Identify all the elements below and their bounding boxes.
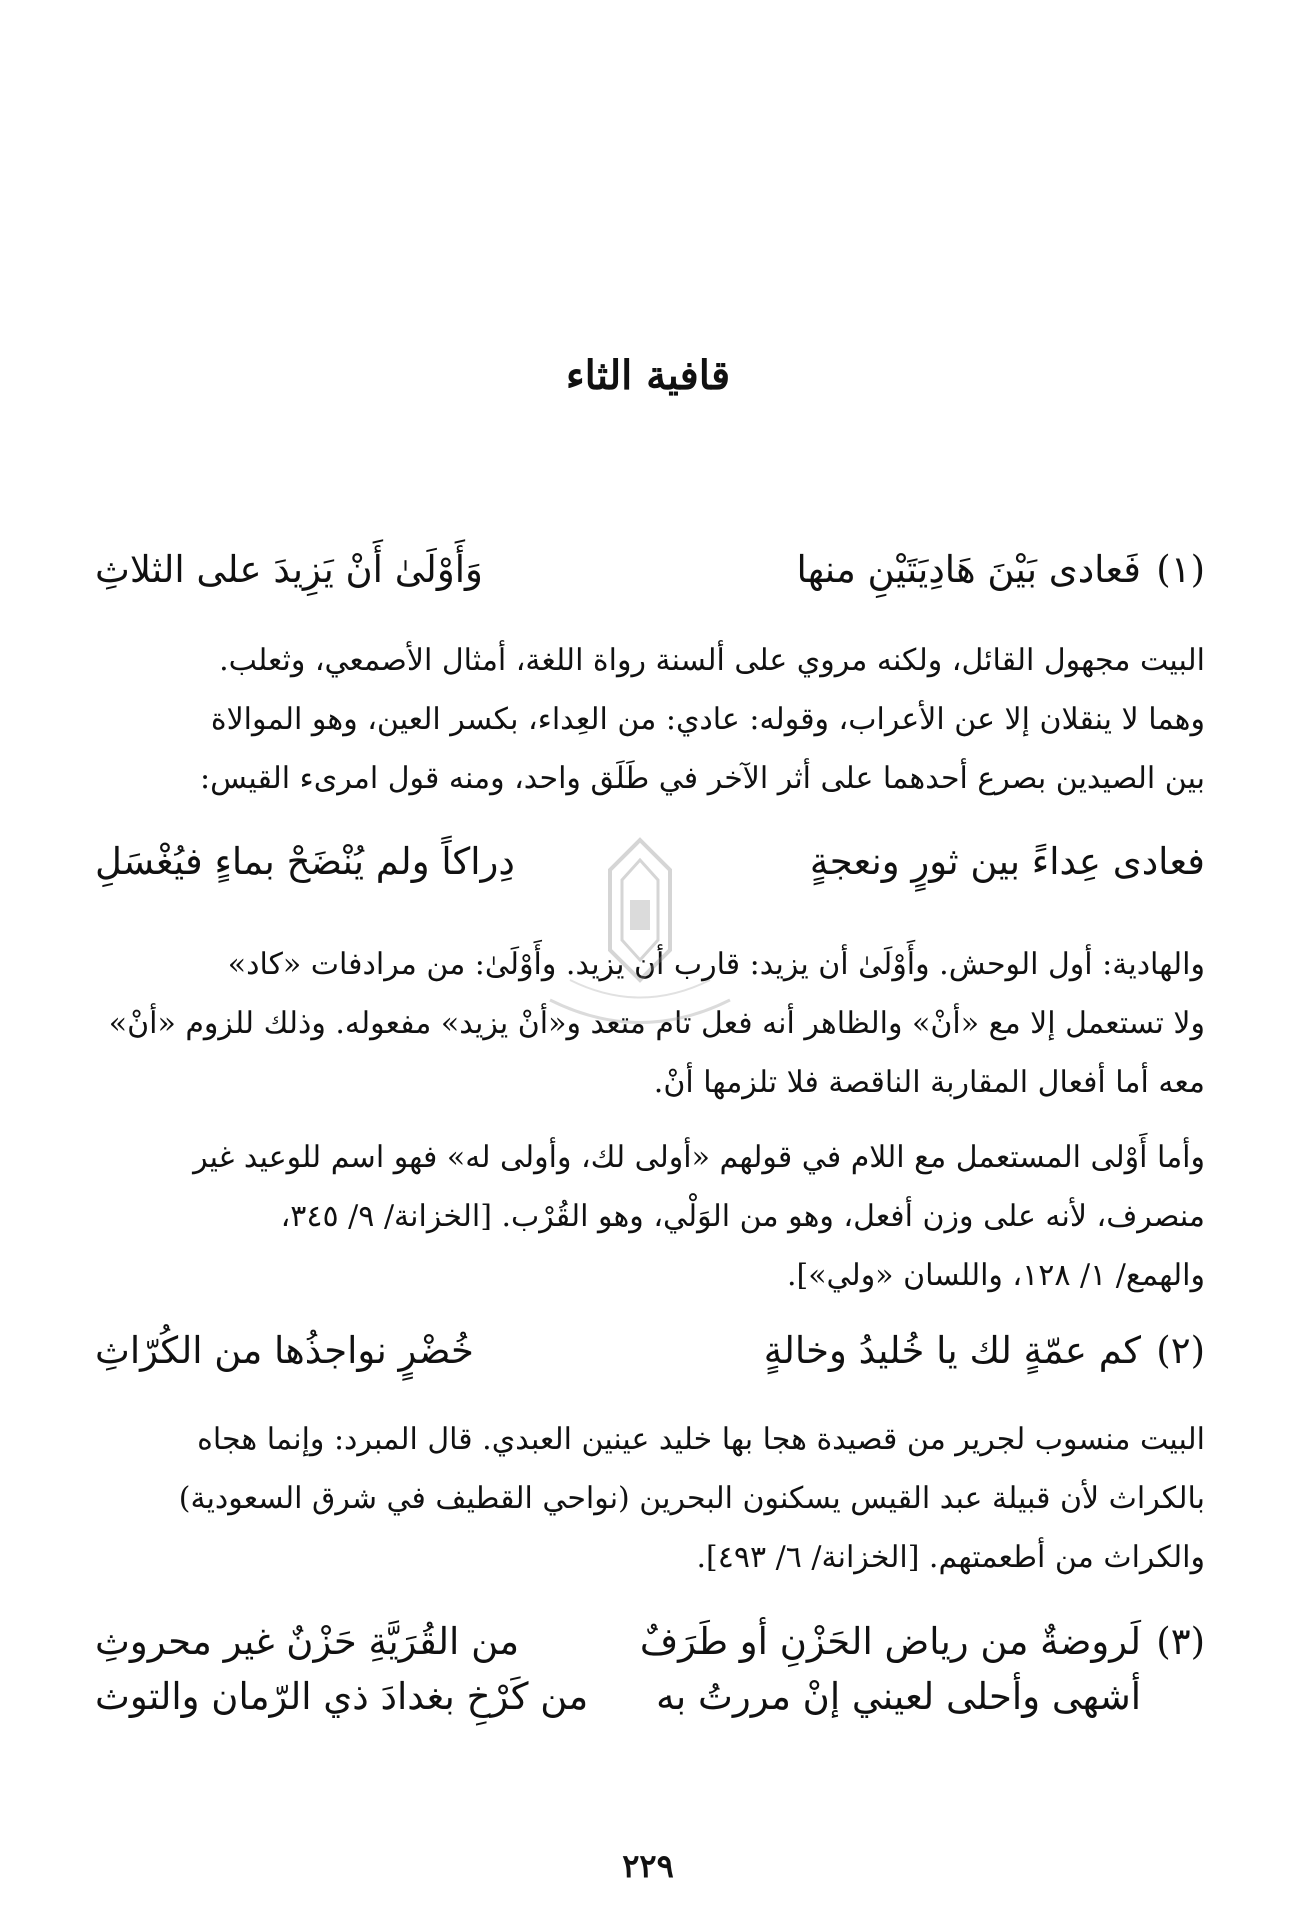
verse-number: (٣) xyxy=(1156,1620,1205,1663)
text-line: البيت مجهول القائل، ولكنه مروي على ألسنة رواة اللغة، أمثال الأصمعي، وثعلب. xyxy=(219,643,1205,678)
verse-hemistich-2: خُضْرٍ نواجذُها من الكُرّاثِ xyxy=(95,1329,474,1372)
verse-hemistich-1: أشهى وأحلى لعيني إنْ مررتُ به xyxy=(656,1675,1141,1718)
verse-hemistich-1: فعادى عِداءً بين ثورٍ ونعجةٍ xyxy=(809,840,1205,883)
verse-1 xyxy=(95,548,1205,608)
verse-3-line-2 xyxy=(95,1675,1205,1735)
verse-2 xyxy=(95,1329,1205,1389)
text-line: معه أما أفعال المقاربة الناقصة فلا تلزمها أنْ. xyxy=(653,1065,1205,1100)
text-line: وأما أَوْلى المستعمل مع اللام في قولهم «أولى لك، وأولى له» فهو اسم للوعيد غير xyxy=(193,1140,1205,1175)
verse-hemistich-2: وَأَوْلَىٰ أَنْ يَزِيدَ على الثلاثِ xyxy=(95,548,483,591)
library-seal-watermark xyxy=(520,830,760,1050)
text-line: والهمع/ ١/ ١٢٨، واللسان «ولي»]. xyxy=(786,1258,1205,1293)
verse-hemistich-1: لَروضةٌ من رياض الحَزْنِ أو طَرَفٌ xyxy=(639,1620,1141,1663)
text-line: منصرف، لأنه على وزن أفعل، وهو من الوَلْي، وهو القُرْب. [الخزانة/ ٩/ ٣٤٥، xyxy=(280,1199,1205,1234)
text-line: والكراث من أطعمتهم. [الخزانة/ ٦/ ٤٩٣]. xyxy=(696,1540,1205,1575)
commentary-paragraph-4 xyxy=(95,1410,1205,1587)
verse-hemistich-1: فَعادى بَيْنَ هَادِيَتَيْنِ منها xyxy=(796,548,1141,591)
verse-hemistich-2: دِراكاً ولم يُنْضَحْ بماءٍ فيُغْسَلِ xyxy=(95,840,515,883)
text-line: وهما لا ينقلان إلا عن الأعراب، وقوله: عادي: من العِداء، بكسر العين، وهو الموالاة xyxy=(210,702,1205,737)
commentary-paragraph-3 xyxy=(95,1128,1205,1305)
text-line: البيت منسوب لجرير من قصيدة هجا بها خليد عينين العبدي. قال المبرد: وإنما هجاه xyxy=(197,1422,1205,1457)
text-line: بين الصيدين بصرع أحدهما على أثر الآخر في طَلَق واحد، ومنه قول امرىء القيس: xyxy=(200,761,1205,796)
verse-3-line-1 xyxy=(95,1620,1205,1680)
text-line: ولا تستعمل إلا مع «أنْ» والظاهر أنه فعل تام متعد و«أنْ يزيد» مفعوله. وذلك للزوم «أنْ» xyxy=(108,1006,1205,1041)
text-line: بالكراث لأن قبيلة عبد القيس يسكنون البحرين (نواحي القطيف في شرق السعودية) xyxy=(178,1481,1205,1516)
verse-number: (١) xyxy=(1156,548,1205,591)
verse-hemistich-2: من القُرَيَّةِ حَزْنٌ غير محروثِ xyxy=(95,1620,520,1663)
verse-number: (٢) xyxy=(1156,1329,1205,1372)
verse-hemistich-2: من كَرْخِ بغدادَ ذي الرّمان والتوث xyxy=(95,1675,589,1718)
verse-hemistich-1: كم عمّةٍ لك يا خُليدُ وخالةٍ xyxy=(763,1329,1141,1372)
commentary-paragraph-1 xyxy=(95,631,1205,808)
chapter-title: قافية الثاء xyxy=(565,352,731,399)
text-line: والهادية: أول الوحش. وأَوْلَىٰ أن يزيد: قارب أن يزيد. وأَوْلَىٰ: من مرادفات «كاد» xyxy=(227,947,1205,982)
page-number: ٢٢٩ xyxy=(622,1847,674,1885)
